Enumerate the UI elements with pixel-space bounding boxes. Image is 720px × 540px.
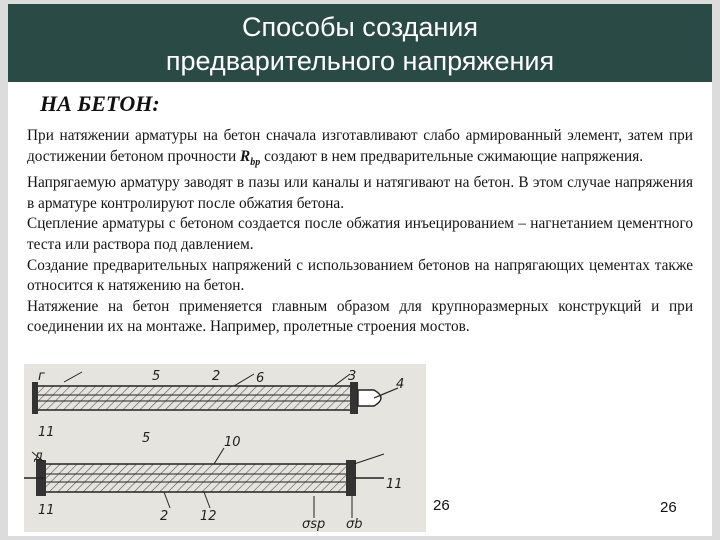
label-panel-g: г xyxy=(38,369,45,384)
label-top-6: 6 xyxy=(256,371,265,386)
label-sigma-sp: σsp xyxy=(302,517,326,532)
label-sigma-b: σb xyxy=(346,517,363,532)
body-text xyxy=(27,126,693,338)
slide-title xyxy=(8,4,712,82)
paragraph-1-after: создают в нем предварительные сжимающие напряжения. xyxy=(260,147,644,165)
paragraph-3: Сцепление арматуры с бетоном создается после обжатия инъецированием – нагнетанием цементного теста или раствора под давлением. xyxy=(27,215,693,254)
page-number-outer: 26 xyxy=(660,499,677,516)
paragraph-5: Натяжение на бетон применяется главным образом для крупноразмерных конструкций и при соединении их на монтаже. Например, пролетные строения мостов. xyxy=(27,297,693,336)
slide-subtitle: НА БЕТОН: xyxy=(40,91,160,116)
label-top-2: 2 xyxy=(212,369,221,384)
label-top-5: 5 xyxy=(152,369,161,384)
label-top-11: 11 xyxy=(38,425,55,440)
label-top-3: 3 xyxy=(348,369,357,384)
title-line-1: Способы создания xyxy=(241,12,478,42)
page-number-inner: 26 xyxy=(433,497,450,514)
label-bottom-11-right: 11 xyxy=(386,477,403,492)
beam-bottom xyxy=(24,448,384,518)
title-line-2: предварительного напряжения xyxy=(165,46,555,76)
paragraph-4: Создание предварительных напряжений с использованием бетонов на напрягающих цементах также относится к натяжению на бетон. xyxy=(27,256,693,295)
label-bottom-10: 10 xyxy=(224,435,241,450)
label-bottom-2: 2 xyxy=(160,509,169,524)
label-panel-d: д xyxy=(34,449,43,464)
prestress-diagram xyxy=(24,364,426,532)
label-bottom-11-left: 11 xyxy=(38,503,55,518)
rbp-subscript: bp xyxy=(250,156,261,168)
label-bottom-5: 5 xyxy=(142,431,151,446)
paragraph-2: Напрягаемую арматуру заводят в пазы или каналы и натягивают на бетон. В этом случае напряжения в арматуре контролируют после обжатия бетона. xyxy=(27,174,693,212)
prestress-diagram-svg xyxy=(24,364,426,532)
label-bottom-12: 12 xyxy=(200,509,217,524)
paragraph-1-before: При натяжении арматуры на бетон сначала изготавливают слабо армированный элемент, затем при достижении бетоном прочности xyxy=(27,127,693,165)
rbp-symbol: R xyxy=(240,147,251,165)
paragraph-1 xyxy=(27,126,693,173)
label-top-4: 4 xyxy=(396,377,405,392)
